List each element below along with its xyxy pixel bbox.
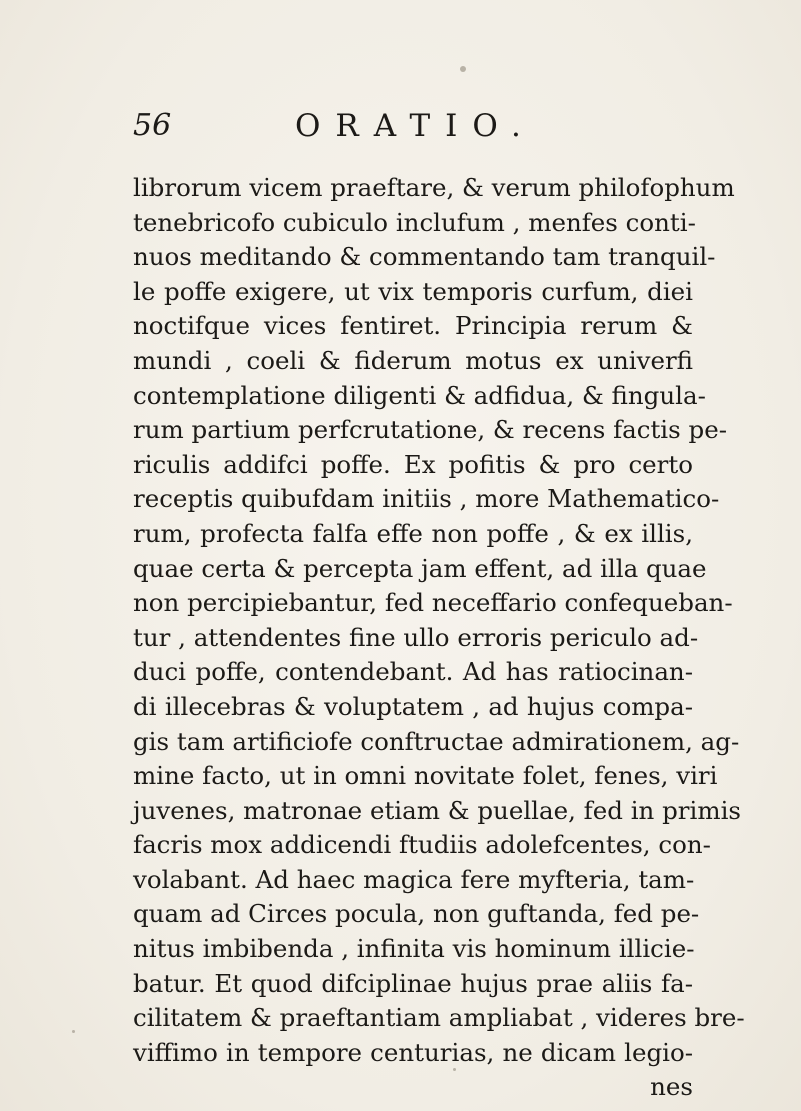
text-line: nuos meditando & commentando tam tranquil- <box>133 242 716 272</box>
text-line: le poffe exigere, ut vix temporis curfum, diei <box>133 276 693 306</box>
text-line: receptis quibufdam initiis , more Mathematico- <box>133 484 720 514</box>
text-line: noctifque vices fentiret. Principia rerum & <box>133 311 693 341</box>
text-line: quae certa & percepta jam effent, ad illa quae <box>133 553 707 583</box>
catchword: nes <box>650 1072 693 1102</box>
text-line: cilitatem & praeftantiam ampliabat , videres bre- <box>133 1003 745 1033</box>
text-line: facris mox addicendi ftudiis adolefcentes, con- <box>133 830 711 860</box>
text-line: gis tam artificiofe conftructae admirationem, ag- <box>133 726 740 756</box>
text-line: non percipiebantur, fed neceffario confequeban- <box>133 588 733 618</box>
text-line: rum, profecta falfa effe non poffe , & ex illis, <box>133 518 693 548</box>
text-line: librorum vicem praeftare, & verum philofophum <box>133 173 735 202</box>
text-line: contemplatione diligenti & adfidua, & fingula- <box>133 380 706 410</box>
text-line: viffimo in tempore centurias, ne dicam legio- <box>133 1037 693 1067</box>
text-line: mine facto, ut in omni novitate folet, fenes, viri <box>133 761 718 791</box>
text-line: di illecebras & voluptatem , ad hujus compa- <box>133 691 693 721</box>
text-line: tenebricofo cubiculo inclufum , menfes conti- <box>133 207 696 237</box>
text-line: duci poffe, contendebant. Ad has ratiocinan- <box>133 657 693 687</box>
paper-speck <box>72 1030 75 1033</box>
text-line: riculis addifci poffe. Ex pofitis & pro certo <box>133 449 693 479</box>
text-line: mundi , coeli & fiderum motus ex univerfi <box>133 345 693 375</box>
text-line: quam ad Circes pocula, non guftanda, fed pe- <box>133 899 700 929</box>
text-line: batur. Et quod difciplinae hujus prae aliis fa- <box>133 968 693 998</box>
paper-speck <box>460 66 466 72</box>
running-title: ORATIO. <box>295 108 536 144</box>
page-number: 56 <box>133 108 172 143</box>
body-text <box>133 171 745 1105</box>
text-line: nitus imbibenda , infinita vis hominum illicie- <box>133 934 695 964</box>
text-line: juvenes, matronae etiam & puellae, fed in primis <box>133 795 741 825</box>
text-line: volabant. Ad haec magica fere myfteria, tam- <box>133 864 695 894</box>
text-line: tur , attendentes fine ullo erroris periculo ad- <box>133 622 699 652</box>
text-line: rum partium perfcrutatione, & recens factis pe- <box>133 415 727 445</box>
